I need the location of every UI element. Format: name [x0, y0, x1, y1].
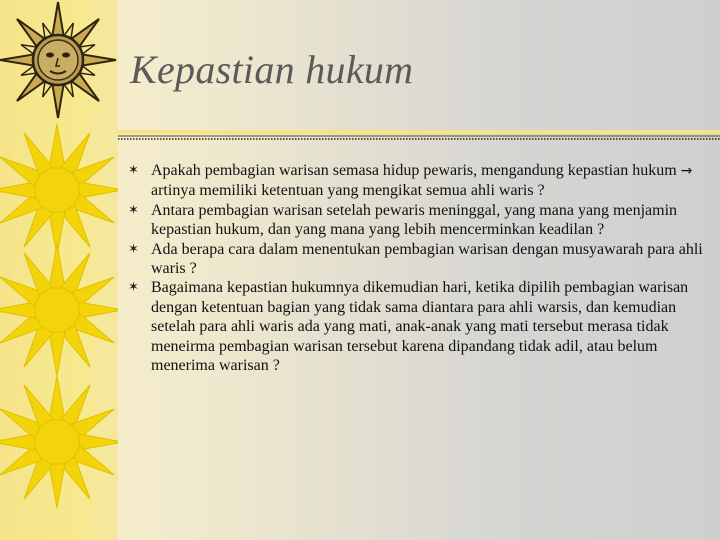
bullet-marker-icon: ✶: [128, 202, 139, 218]
sun-icon: [0, 370, 118, 510]
sun-face-icon: [0, 0, 118, 122]
bullet-item: [128, 278, 708, 375]
bullet-text: Bagaimana kepastian hukumnya dikemudian hari, ketika dipilih pembagian warisan dengan ketentuan bagian yang tidak sama diantara para ahli warsis, dan kemudian setelah para ahli waris ada yang mati, anak-anak yang mati tersebut merasa tidak meneirma pembagian warisan tersebut karena dipandang tidak adil, atau belum menerima warisan ?: [151, 279, 689, 375]
bullet-text: Apakah pembagian warisan semasa hidup pewaris, mengandung kepastian hukum: [151, 162, 681, 179]
sun-icon: [0, 118, 118, 258]
bullet-item: [128, 161, 708, 201]
bullet-marker-icon: ✶: [128, 241, 139, 257]
bullet-item: [128, 240, 708, 279]
left-decor-strip: [0, 0, 118, 540]
bullet-marker-icon: ✶: [128, 163, 139, 178]
slide-title: Kepastian hukum: [130, 47, 414, 92]
bullet-marker-icon: ✶: [128, 280, 139, 296]
title-underline-divider: [118, 128, 720, 144]
sun-icon: [0, 240, 118, 380]
bullet-list: [128, 161, 708, 375]
bullet-item: [128, 201, 708, 240]
arrow-right-icon: →: [680, 163, 693, 179]
bullet-text: Antara pembagian warisan setelah pewaris meninggal, yang mana yang menjamin kepastian hukum, dan yang mana yang lebih mencerminkan keadilan ?: [151, 201, 678, 239]
bullet-text: artinya memiliki ketentuan yang mengikat semua ahli waris ?: [151, 182, 545, 200]
bullet-text: Ada berapa cara dalam menentukan pembagian warisan dengan musyawarah para ahli waris ?: [151, 240, 703, 278]
